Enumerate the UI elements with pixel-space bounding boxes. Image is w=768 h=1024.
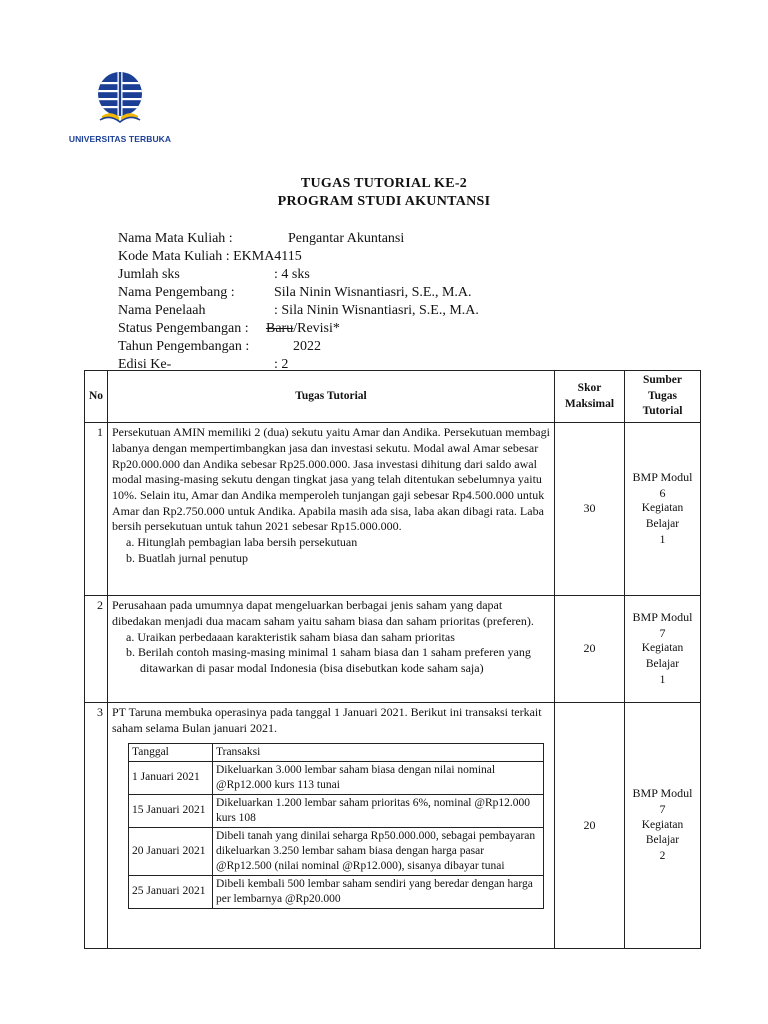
source-cell: [625, 596, 701, 703]
developer-label: Nama Pengembang :: [118, 285, 235, 300]
table-header-row: [85, 371, 701, 423]
transaction-desc: Dibeli kembali 500 lembar saham sendiri yang beredar dengan harga per lembarnya @Rp20.000: [213, 875, 544, 908]
transaction-row: [129, 827, 544, 875]
credits-label: Jumlah sks: [118, 267, 180, 282]
row-number: 2: [85, 596, 108, 703]
status-value: /Revisi*: [293, 321, 340, 336]
source-module: BMP Modul 7: [632, 786, 693, 817]
credits-value: : 4 sks: [274, 267, 310, 282]
transaction-table: [128, 743, 544, 909]
year-value: 2022: [293, 339, 321, 354]
year-label: Tahun Pengembangan :: [118, 339, 250, 354]
ut-emblem-icon: [96, 70, 144, 132]
source-module: BMP Modul 7: [632, 609, 693, 640]
transaction-header-date: Tanggal: [129, 743, 213, 761]
source-module: BMP Modul 6: [632, 469, 693, 500]
header-score: Skor Maksimal: [555, 371, 625, 423]
source-number: 2: [659, 850, 666, 863]
reviewer-label: Nama Penelaah: [118, 303, 206, 318]
transaction-header-desc: Transaksi: [213, 743, 544, 761]
transaction-date: 1 Januari 2021: [129, 761, 213, 794]
task-text: Persekutuan AMIN memiliki 2 (dua) sekutu yaitu Amar dan Andika. Persekutuan membagi labanya dengan mempertimbangkan jasa dan investasi sekutu. Modal awal Amar sebesar Rp20.000.000 dan Andika sebesar Rp25.000.000. Jasa investasi dihitung dari saldo awal modal masing-masing sekutu dengan tingkat jasa yang telah ditentukan sebelumnya yaitu 10%. Selain itu, Amar dan Andika memperoleh tunjangan gaji sebesar Rp4.500.000 untuk Amar dan Rp2.750.000 untuk Andika. Apabila masih ada sisa, laba akan dibagi rata. Laba bersih persekutuan untuk tahun 2021 sebesar Rp15.000.000.: [112, 425, 550, 534]
row-number: 3: [85, 703, 108, 949]
developer-value: Sila Ninin Wisnantiasri, S.E., M.A.: [274, 285, 472, 300]
score-cell: 30: [555, 423, 625, 596]
transaction-desc: Dibeli tanah yang dinilai seharga Rp50.000.000, sebagai pembayaran dikeluarkan 3.250 lembar saham biasa dengan harga pasar @Rp12.500 (nilai nominal @Rp12.000), sisanya dibayar tunai: [213, 827, 544, 875]
source-cell: [625, 703, 701, 949]
status-struck: Baru: [266, 321, 294, 336]
task-text: PT Taruna membuka operasinya pada tanggal 1 Januari 2021. Berikut ini transaksi terkait saham selama Bulan januari 2021.: [112, 705, 542, 735]
transaction-desc: Dikeluarkan 3.000 lembar saham biasa dengan nilai nominal @Rp12.000 kurs 113 tunai: [213, 761, 544, 794]
edition-label: Edisi Ke-: [118, 357, 172, 372]
course-code-label: Kode Mata Kuliah : EKMA4115: [118, 249, 302, 264]
university-name: UNIVERSITAS TERBUKA: [68, 134, 172, 144]
transaction-header-row: [129, 743, 544, 761]
transaction-date: 15 Januari 2021: [129, 794, 213, 827]
table-row: [85, 423, 701, 596]
header-no: No: [85, 371, 108, 423]
source-cell: [625, 423, 701, 596]
status-value-wrap: [266, 320, 340, 338]
course-name-label: Nama Mata Kuliah :: [118, 231, 233, 246]
header-task: Tugas Tutorial: [108, 371, 555, 423]
title-line-2: PROGRAM STUDI AKUNTANSI: [277, 194, 491, 209]
transaction-row: [129, 761, 544, 794]
score-cell: 20: [555, 703, 625, 949]
task-item: a. Hitunglah pembagian laba bersih persekutuan: [126, 535, 358, 550]
transaction-row: [129, 794, 544, 827]
source-activity: Kegiatan Belajar: [641, 642, 684, 670]
status-label: Status Pengembangan :: [118, 321, 249, 336]
tutorial-table: [84, 370, 701, 949]
university-logo: [64, 70, 176, 148]
row-number: 1: [85, 423, 108, 596]
task-text: Perusahaan pada umumnya dapat mengeluarkan berbagai jenis saham yang dapat dibedakan menjadi dua macam saham yaitu saham biasa dan saham prioritas (preferen).: [112, 598, 534, 628]
task-cell: [108, 596, 555, 703]
task-cell: [108, 423, 555, 596]
task-cell: [108, 703, 555, 949]
source-number: 1: [659, 673, 666, 686]
task-item: a. Uraikan perbedaaan karakteristik saham biasa dan saham prioritas: [126, 629, 455, 644]
task-item: b. Berilah contoh masing-masing minimal 1 saham biasa dan 1 saham preferen yang ditawarkan di pasar modal Indonesia (bisa disebutkan kode saham saja): [126, 645, 531, 675]
score-cell: 20: [555, 596, 625, 703]
task-item: b. Buatlah jurnal penutup: [126, 550, 248, 565]
task-items: [112, 630, 550, 677]
transaction-row: [129, 875, 544, 908]
course-name-value: Pengantar Akuntansi: [288, 231, 405, 246]
source-activity: Kegiatan Belajar: [641, 818, 684, 847]
transaction-desc: Dikeluarkan 1.200 lembar saham prioritas 6%, nominal @Rp12.000 kurs 108: [213, 794, 544, 827]
edition-value: : 2: [274, 357, 289, 372]
transaction-date: 25 Januari 2021: [129, 875, 213, 908]
transaction-date: 20 Januari 2021: [129, 827, 213, 875]
title-line-1: TUGAS TUTORIAL KE-2: [300, 176, 468, 191]
header-source: Sumber Tugas Tutorial: [625, 371, 701, 423]
table-row: [85, 596, 701, 703]
source-activity: Kegiatan Belajar: [641, 502, 684, 530]
table-row: [85, 703, 701, 949]
source-number: 1: [659, 533, 666, 546]
task-items: [112, 535, 550, 566]
reviewer-value: : Sila Ninin Wisnantiasri, S.E., M.A.: [274, 303, 479, 318]
